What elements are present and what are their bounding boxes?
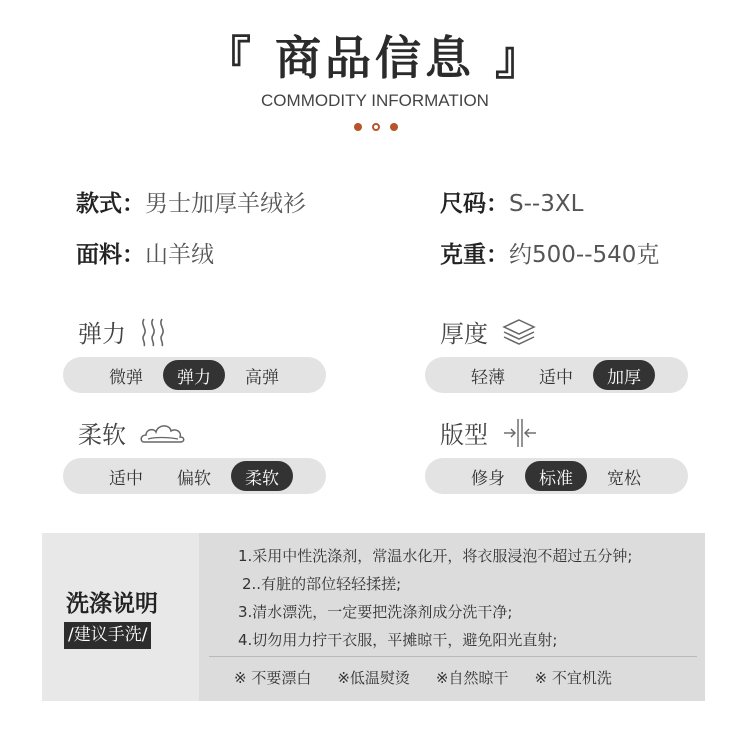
- spec-size-key: 尺码：: [440, 191, 509, 217]
- spec-size-value: S--3XL: [509, 191, 584, 217]
- care-title: 洗涤说明: [66, 591, 158, 617]
- dot-icon: [354, 123, 362, 131]
- ring-dot-icon: [372, 123, 380, 131]
- softness-title: 柔软: [78, 421, 126, 449]
- elasticity-title: 弹力: [78, 320, 126, 348]
- elasticity-option-slight[interactable]: 微弹: [109, 367, 143, 388]
- care-heading-panel: [42, 533, 199, 701]
- cloud-icon: [140, 420, 186, 446]
- spec-style-value: 男士加厚羊绒衫: [145, 191, 306, 217]
- care-tips: [234, 667, 638, 688]
- thickness-title: 厚度: [440, 320, 488, 348]
- care-tip-air-dry: ※自然晾干: [435, 669, 509, 687]
- spec-weight-value: 约500--540克: [509, 242, 660, 268]
- softness-selector: [63, 458, 326, 494]
- layers-icon: [502, 318, 536, 346]
- wave-icon: [140, 317, 168, 347]
- fit-label: [440, 415, 538, 450]
- spec-fabric-key: 面料：: [76, 242, 145, 268]
- elasticity-label: [78, 314, 168, 349]
- care-details-panel: [199, 533, 705, 701]
- spec-weight: [440, 236, 659, 269]
- softness-option-soft[interactable]: 偏软: [177, 468, 211, 489]
- thickness-selector: [425, 357, 688, 393]
- fit-selector: [425, 458, 688, 494]
- care-line: 1.采用中性洗涤剂，常温水化开，将衣服浸泡不超过五分钟;: [238, 547, 633, 565]
- fit-option-slim[interactable]: 修身: [471, 468, 505, 489]
- page-subtitle: COMMODITY INFORMATION: [261, 91, 489, 110]
- spec-style: [76, 185, 306, 218]
- arrows-inward-icon: [502, 417, 538, 449]
- thickness-option-thin[interactable]: 轻薄: [471, 367, 505, 388]
- care-line: 3.清水漂洗，一定要把洗涤剂成分洗干净;: [238, 603, 513, 621]
- spec-size: [440, 185, 583, 218]
- spec-fabric: [76, 236, 214, 269]
- spec-fabric-value: 山羊绒: [145, 242, 214, 268]
- care-tip-no-machine: ※ 不宜机洗: [534, 669, 612, 687]
- care-instructions: [42, 533, 705, 701]
- thickness-label: [440, 314, 536, 349]
- fit-option-loose[interactable]: 宽松: [607, 468, 641, 489]
- care-subtitle: /建议手洗/: [64, 622, 151, 649]
- dot-icon: [390, 123, 398, 131]
- thickness-option-thick[interactable]: 加厚: [593, 360, 655, 390]
- decorative-dots: [354, 123, 398, 131]
- fit-title: 版型: [440, 421, 488, 449]
- softness-option-medium[interactable]: 适中: [109, 468, 143, 489]
- spec-weight-key: 克重：: [440, 242, 509, 268]
- softness-option-very-soft[interactable]: 柔软: [231, 461, 293, 491]
- elasticity-option-high[interactable]: 高弹: [245, 367, 279, 388]
- spec-style-key: 款式：: [76, 191, 145, 217]
- care-line: 4.切勿用力拧干衣服，平摊晾干，避免阳光直射;: [238, 631, 558, 649]
- care-line: 2..有脏的部位轻轻揉搓;: [242, 575, 402, 593]
- care-tip-low-iron: ※低温熨烫: [337, 669, 410, 687]
- softness-label: [78, 415, 186, 450]
- thickness-option-medium[interactable]: 适中: [539, 367, 573, 388]
- care-tip-no-bleach: ※ 不要漂白: [234, 669, 312, 687]
- elasticity-selector: [63, 357, 326, 393]
- page-title: 『 商品信息 』: [204, 31, 546, 85]
- care-divider: [209, 656, 697, 657]
- fit-option-standard[interactable]: 标准: [525, 461, 587, 491]
- elasticity-option-elastic[interactable]: 弹力: [163, 360, 225, 390]
